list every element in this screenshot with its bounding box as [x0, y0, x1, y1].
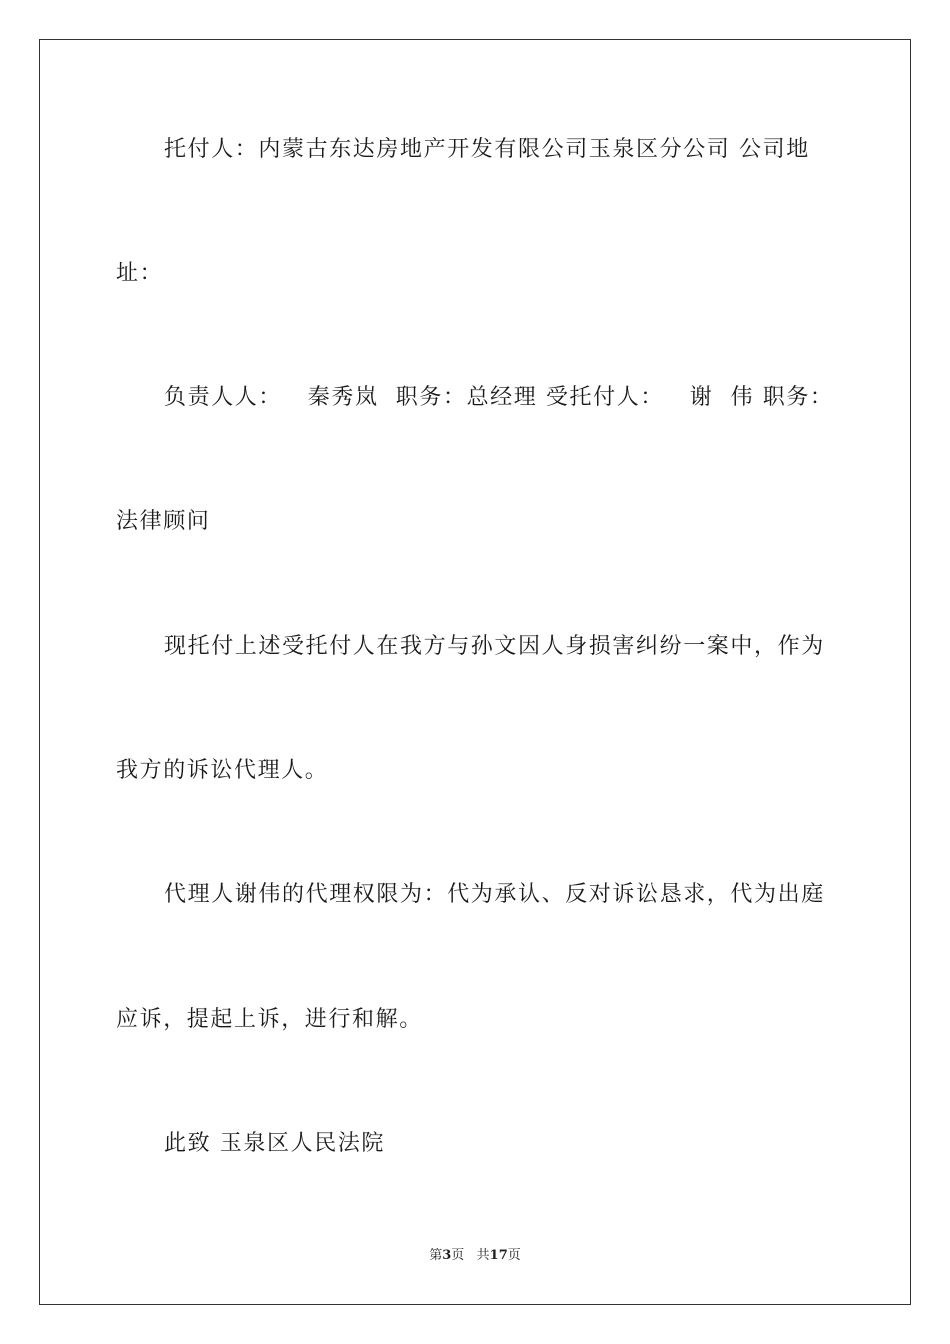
page-border: [39, 39, 911, 1305]
paragraph-line-entrustment: 现托付上述受托付人在我方与孙文因人身损害纠纷一案中，作为: [164, 634, 825, 659]
paragraph-line-address: 址：: [116, 261, 164, 286]
footer-total-suffix: 页: [507, 1248, 521, 1263]
footer-page-number: 3: [442, 1248, 452, 1263]
page-footer: [0, 1247, 950, 1265]
paragraph-line-position: 法律顾问: [116, 509, 211, 534]
paragraph-line-agent: 我方的诉讼代理人。: [116, 758, 329, 783]
paragraph-line-addressee: 此致 玉泉区人民法院: [164, 1131, 385, 1156]
paragraph-line-authority: 代理人谢伟的代理权限为：代为承认、反对诉讼恳求，代为出庭: [164, 882, 825, 907]
paragraph-line-responsible-person: 负责人人： 秦秀岚 职务：总经理 受托付人： 谢 伟 职务：: [164, 385, 834, 410]
footer-page-prefix: 第: [429, 1248, 443, 1263]
footer-page-suffix: 页 共: [451, 1248, 490, 1263]
paragraph-line-authority-cont: 应诉，提起上诉，进行和解。: [116, 1007, 423, 1032]
paragraph-line-principal: 托付人：内蒙古东达房地产开发有限公司玉泉区分公司 公司地: [164, 137, 810, 162]
footer-total-pages: 17: [489, 1248, 508, 1263]
